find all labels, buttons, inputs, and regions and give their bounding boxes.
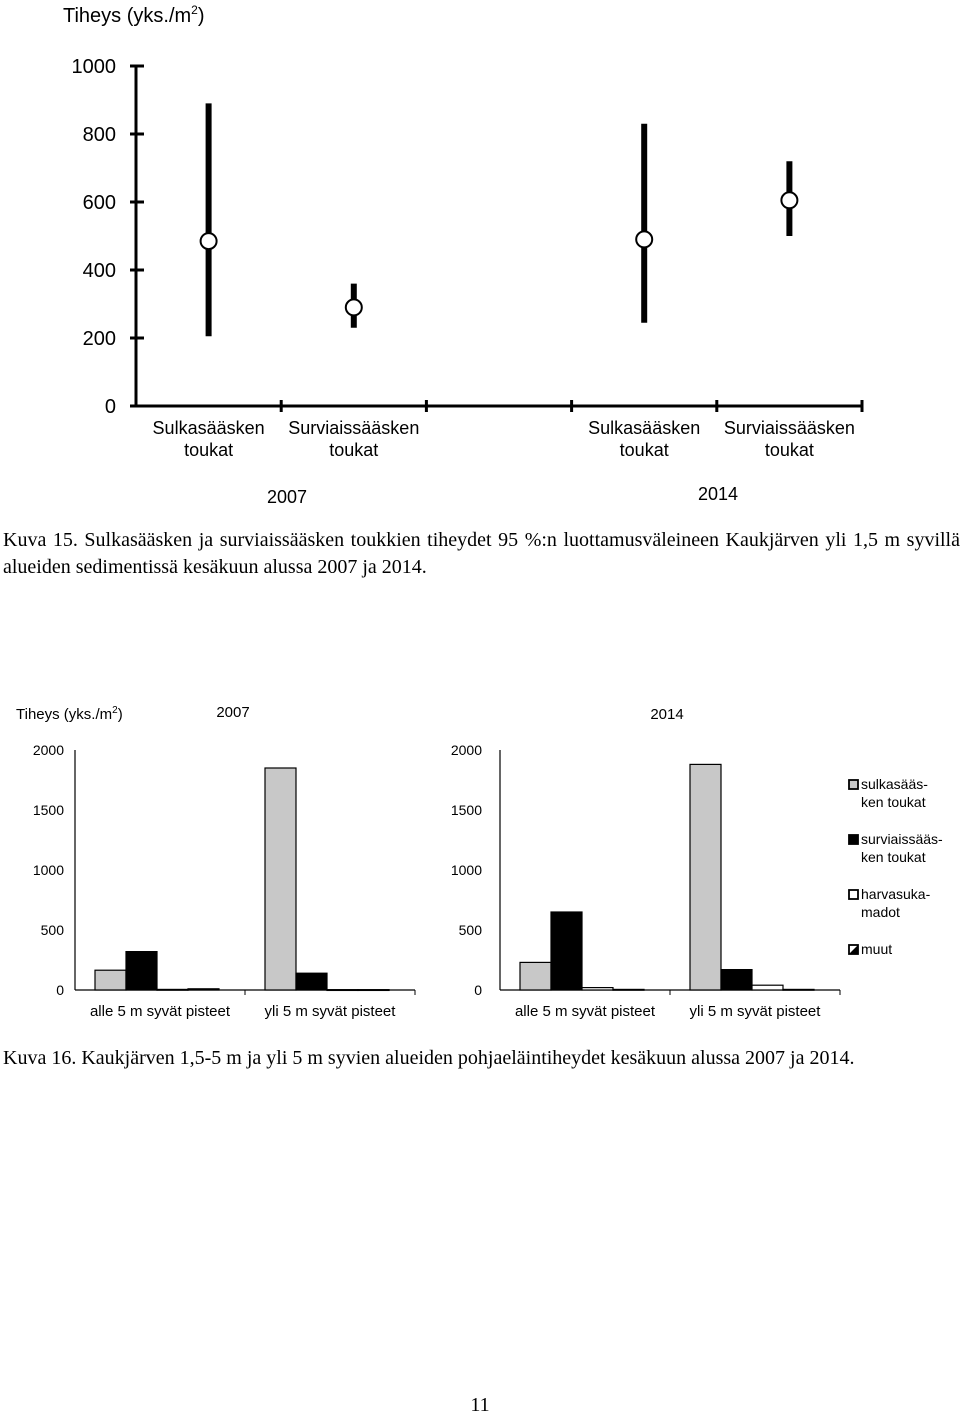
y-tick-label: 200 [82, 328, 116, 350]
bar [551, 912, 582, 990]
figure-16-caption: Kuva 16. Kaukjärven 1,5-5 m ja yli 5 m syvien alueiden pohjaeläintiheydet kesäkuun alussa 2007 ja 2014. [3, 1047, 855, 1069]
legend-label-line: harvasuka- [861, 886, 931, 902]
page-number: 11 [470, 1394, 490, 1416]
legend-label-line: sulkasääs- [861, 776, 928, 792]
panel-title: 2007 [216, 704, 250, 721]
y-tick-label: 2000 [32, 742, 64, 758]
x-category-label-line: toukat [619, 440, 669, 460]
legend-label [861, 776, 928, 810]
bar [752, 985, 783, 990]
x-category-label-line: toukat [764, 440, 814, 460]
figure-15-caption: Kuva 15. Sulkasääsken ja surviaissääsken toukkien tiheydet 95 %:n luottamusväleineen Kaukjärven yli 1,5 m syvillä alueiden sedimentissä kesäkuun alussa 2007 ja 2014. [3, 529, 960, 578]
legend-label-line: ken toukat [861, 849, 926, 865]
legend-label [861, 831, 943, 865]
bar [358, 990, 389, 991]
legend-label-line: madot [861, 904, 900, 920]
bar [613, 989, 644, 990]
x-category-label: alle 5 m syvät pisteet [514, 1003, 656, 1020]
x-category-label: alle 5 m syvät pisteet [89, 1003, 231, 1020]
bar [721, 970, 752, 990]
panel-title: 2014 [650, 706, 684, 723]
legend-label-line: muut [861, 941, 893, 957]
x-category-label-line: Sulkasääsken [588, 418, 701, 438]
chart1-ylabel: Tiheys $(yks./m^2)$ [63, 3, 205, 27]
x-category-label: yli 5 m syvät pisteet [264, 1003, 396, 1020]
x-category-label-line: Surviaissääsken [723, 418, 855, 438]
x-category-label-line: toukat [329, 440, 379, 460]
y-tick-label: 500 [458, 922, 482, 938]
y-tick-label: 1000 [32, 862, 64, 878]
y-tick-label: 1000 [71, 56, 116, 78]
legend-label [861, 886, 931, 920]
bar [690, 764, 721, 990]
legend-label-line: surviaissääs- [861, 831, 943, 847]
y-tick-label: 1500 [450, 802, 482, 818]
x-category-label-line: toukat [184, 440, 234, 460]
x-category-label: yli 5 m syvät pisteet [689, 1003, 821, 1020]
legend-swatch [849, 890, 858, 899]
y-tick-label: 2000 [450, 742, 482, 758]
y-tick-label: 800 [82, 124, 116, 146]
bar [582, 988, 613, 990]
x-group-label: 2014 [697, 484, 739, 504]
bar [327, 990, 358, 991]
legend-swatch [849, 780, 858, 789]
chart2-ylabel: Tiheys $(yks./m^2)$ [16, 705, 123, 723]
legend-label-line: ken toukat [861, 794, 926, 810]
x-category-label-line: Sulkasääsken [152, 418, 265, 438]
bar [783, 989, 814, 990]
bar [95, 970, 126, 990]
bar [296, 973, 327, 990]
y-tick-label: 400 [82, 260, 116, 282]
bar [157, 989, 188, 990]
y-tick-label: 1000 [450, 862, 482, 878]
legend-label [861, 941, 892, 957]
bar [188, 989, 219, 990]
legend-swatch [849, 835, 858, 844]
y-tick-label: 0 [474, 982, 482, 998]
x-category-label-line: Surviaissääsken [288, 418, 420, 438]
y-tick-label: 0 [56, 982, 64, 998]
bar [126, 952, 157, 990]
x-group-label: 2007 [266, 487, 308, 507]
y-tick-label: 0 [104, 396, 116, 418]
y-tick-label: 1500 [32, 802, 64, 818]
bar [520, 962, 551, 990]
y-tick-label: 500 [40, 922, 64, 938]
y-tick-label: 600 [82, 192, 116, 214]
bar [265, 768, 296, 990]
